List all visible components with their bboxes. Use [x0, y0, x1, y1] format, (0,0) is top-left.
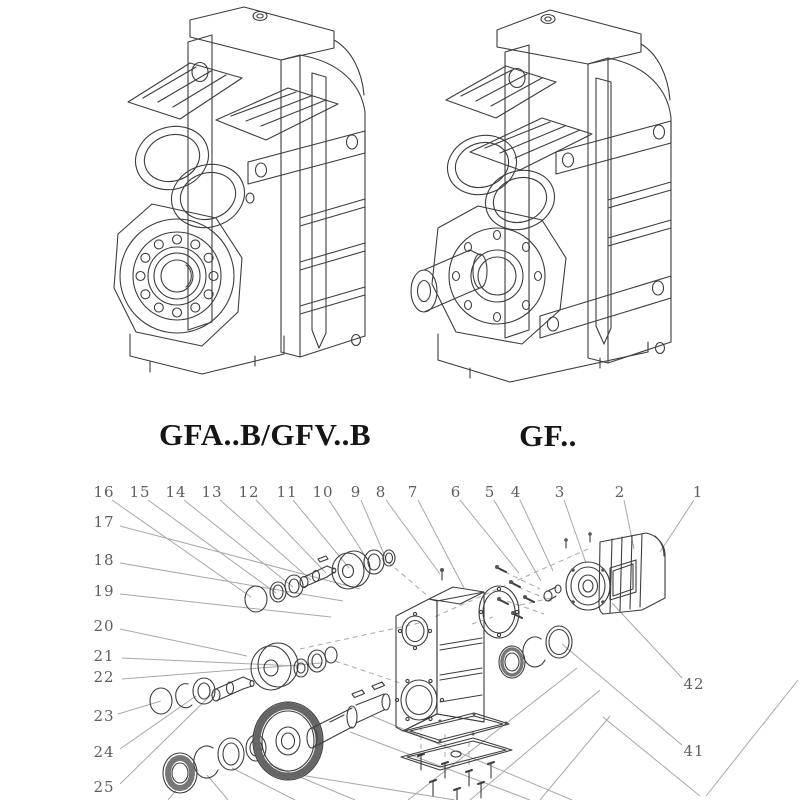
callout-21: 21 [93, 647, 115, 665]
callout-17: 17 [93, 513, 115, 531]
callout-19: 19 [93, 582, 115, 600]
gearbox-left-drawing [114, 7, 365, 374]
callout-5: 5 [484, 483, 496, 501]
callout-11: 11 [276, 483, 298, 501]
callout-7: 7 [407, 483, 419, 501]
callout-12: 12 [238, 483, 260, 501]
callout-41: 41 [683, 742, 705, 760]
callout-8: 8 [375, 483, 387, 501]
callout-25: 25 [93, 778, 115, 796]
callout-6: 6 [450, 483, 462, 501]
callout-16: 16 [93, 483, 115, 501]
callout-2: 2 [614, 483, 626, 501]
callout-14: 14 [165, 483, 187, 501]
intermediate-shaft-parts [150, 643, 337, 714]
callout-1: 1 [692, 483, 704, 501]
callout-42: 42 [683, 675, 705, 693]
housing-part [395, 568, 484, 731]
gearbox-right-drawing [411, 10, 671, 382]
callout-9: 9 [350, 483, 362, 501]
callout-23: 23 [93, 707, 115, 725]
input-shaft-parts [245, 550, 395, 612]
callout-13: 13 [201, 483, 223, 501]
callout-18: 18 [93, 551, 115, 569]
callout-20: 20 [93, 617, 115, 635]
output-shaft-parts [163, 682, 390, 793]
model-label-right: GF.. [519, 418, 577, 453]
model-label-left: GFA..B/GFV..B [158, 417, 372, 452]
callout-15: 15 [129, 483, 151, 501]
callout-22: 22 [93, 668, 115, 686]
callout-3: 3 [554, 483, 566, 501]
callout-24: 24 [93, 743, 115, 761]
callout-4: 4 [510, 483, 522, 501]
callout-10: 10 [312, 483, 334, 501]
